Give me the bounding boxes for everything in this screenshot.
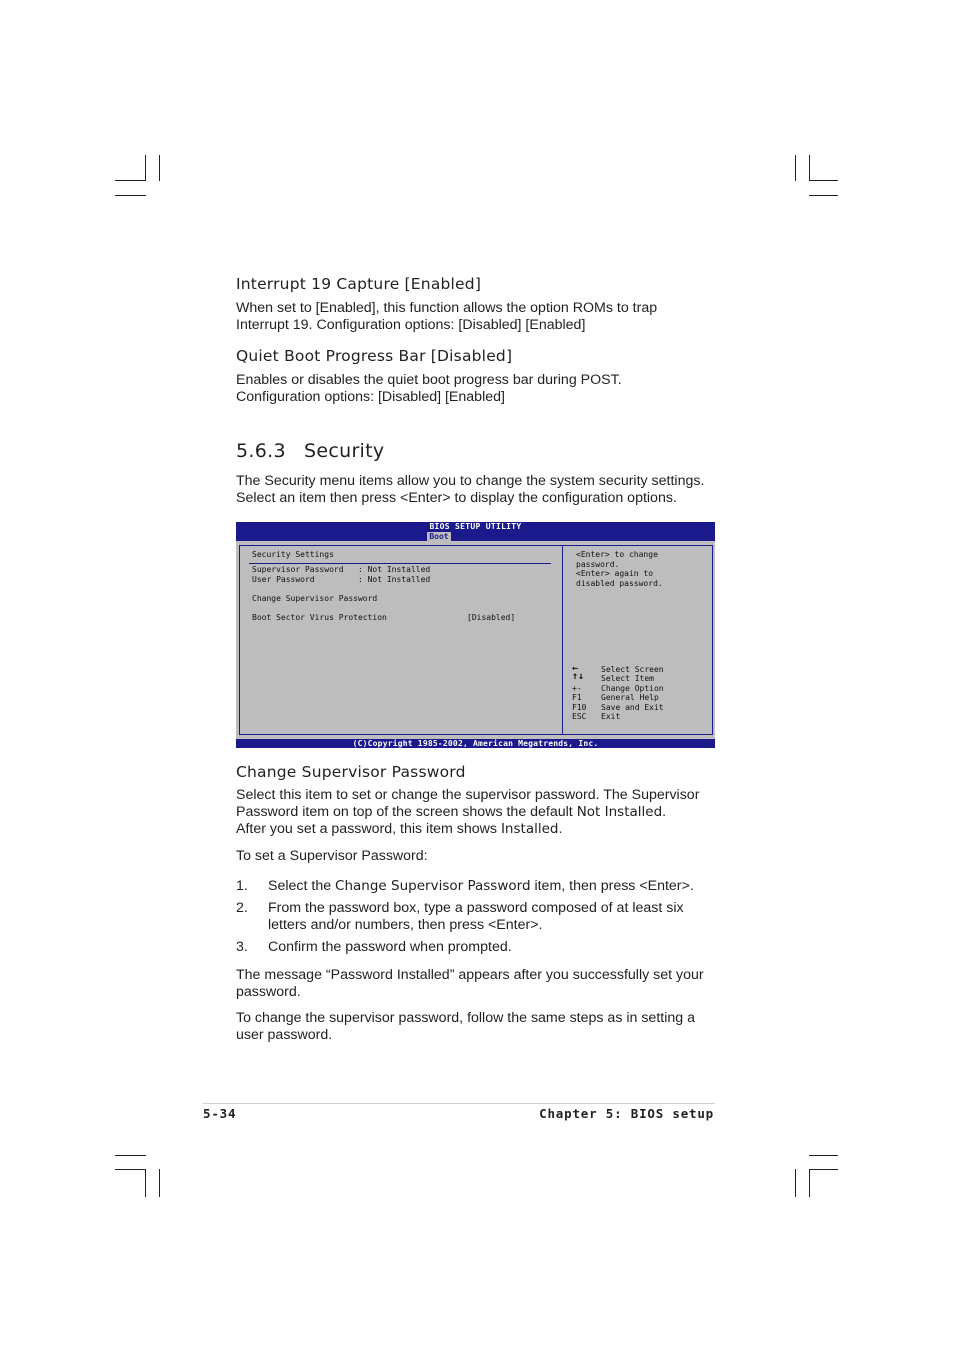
bios-key: ESC (572, 712, 587, 721)
section-title: Security (304, 440, 385, 462)
text-line: Select an item then press <Enter> to display the configuration options. (236, 490, 677, 506)
bios-item-change-supervisor[interactable]: Change Supervisor Password (252, 594, 378, 603)
bios-divider (249, 563, 551, 564)
crop-mark (159, 1169, 160, 1197)
change-supervisor-heading: Change Supervisor Password (236, 763, 466, 781)
crop-mark (115, 1155, 146, 1156)
bios-help-panel (562, 545, 713, 735)
bios-key-desc: Change Option (601, 683, 664, 693)
bios-help-line: <Enter> to change (576, 550, 658, 559)
step-number: 1. (236, 878, 248, 894)
steps-list (236, 878, 726, 961)
bios-help-line: <Enter> again to (576, 569, 654, 578)
text-line (236, 821, 726, 838)
crop-mark (145, 1169, 146, 1197)
bios-item-boot-sector[interactable]: Boot Sector Virus Protection (252, 613, 387, 622)
bios-key: F10 (572, 702, 587, 712)
crop-mark (809, 1169, 810, 1197)
crop-mark (809, 1169, 838, 1170)
quietboot-text (236, 372, 726, 406)
text-line: Select this item to set or change the supervisor password. The Supervisor (236, 787, 700, 803)
text-line: Interrupt 19. Configuration options: [Disabled] [Enabled] (236, 317, 586, 333)
bios-key-desc: Exit (601, 712, 621, 721)
bios-settings-panel (239, 545, 563, 735)
bios-copyright: (C)Copyright 1985-2002, American Megatrends, Inc. (352, 739, 599, 748)
crop-mark (115, 180, 146, 181)
password-installed-note (236, 967, 726, 1001)
text-line: password. (236, 984, 301, 1000)
section-heading (236, 440, 384, 462)
change-supervisor-text (236, 787, 726, 838)
text-run: After you set a password, this item shows (236, 821, 501, 837)
crop-mark (145, 155, 146, 181)
bios-item-user[interactable]: User Password : Not Installed (252, 575, 431, 584)
change-password-note (236, 1010, 726, 1044)
bios-key-desc: Select Item (601, 674, 654, 683)
interrupt19-heading: Interrupt 19 Capture [Enabled] (236, 275, 482, 293)
bios-title: BIOS SETUP UTILITY (429, 522, 522, 531)
text-run: . (662, 804, 667, 820)
section-number: 5.6.3 (236, 440, 286, 462)
chapter-title: Chapter 5: BIOS setup (539, 1106, 714, 1121)
list-item (236, 939, 726, 956)
crop-mark (159, 155, 160, 181)
bios-help-line: disabled password. (576, 578, 663, 588)
bios-key-desc: Select Screen (601, 664, 664, 674)
text-run: Confirm the password when prompted. (268, 939, 512, 955)
step-number: 3. (236, 939, 248, 955)
step-number: 2. (236, 900, 248, 916)
text-line: Configuration options: [Disabled] [Enabled] (236, 389, 505, 405)
bios-key: +- (572, 683, 582, 693)
list-item (236, 900, 726, 934)
keyword-installed: Installed (500, 821, 559, 837)
quietboot-heading: Quiet Boot Progress Bar [Disabled] (236, 347, 513, 365)
bios-section-title: Security Settings (252, 550, 334, 559)
text-line: user password. (236, 1027, 333, 1043)
text-line: The Security menu items allow you to change the system security settings. (236, 473, 705, 489)
text-line: letters and/or numbers, then press <Enter>. (268, 917, 543, 933)
bios-screenshot (236, 522, 715, 748)
crop-mark (809, 180, 838, 181)
text-run: item, then press <Enter>. (530, 878, 694, 894)
text-line: To change the supervisor password, follow the same steps as in setting a (236, 1010, 695, 1026)
text-run: . (558, 821, 563, 837)
page-number: 5-34 (203, 1106, 237, 1121)
text-line: The message “Password Installed” appears after you successfully set your (236, 967, 704, 983)
bios-key-desc: Save and Exit (601, 702, 664, 712)
text-line: To set a Supervisor Password: (236, 848, 428, 864)
text-run: Password item on top of the screen shows the default (236, 804, 577, 820)
text-line (236, 804, 726, 821)
keyword-change-supervisor: Change Supervisor Password (335, 878, 531, 894)
bios-key: F1 (572, 693, 582, 702)
crop-mark (115, 1169, 146, 1170)
bios-key-desc: General Help (601, 693, 659, 702)
crop-mark (115, 195, 146, 196)
text-line: Enables or disables the quiet boot progress bar during POST. (236, 372, 622, 388)
arrow-left-icon: ← (572, 663, 579, 674)
crop-mark (809, 155, 810, 181)
bios-status-bar (236, 739, 715, 748)
crop-mark (795, 1169, 796, 1197)
bios-title-bar (236, 522, 715, 541)
bios-help-line: password. (576, 559, 620, 569)
arrow-up-down-icon: ↑↓ (572, 671, 585, 682)
text-run: Select the (268, 878, 336, 894)
bios-tab-boot[interactable]: Boot (427, 532, 451, 541)
crop-mark (809, 1155, 838, 1156)
set-password-intro (236, 848, 726, 865)
crop-mark (795, 155, 796, 181)
list-item (236, 878, 726, 895)
bios-item-boot-sector-value[interactable]: [Disabled] (467, 613, 516, 622)
crop-mark (809, 195, 838, 196)
keyword-not-installed: Not Installed (576, 804, 663, 820)
footer-divider (203, 1103, 715, 1104)
text-line: From the password box, type a password composed of at least six (268, 900, 684, 916)
interrupt19-text (236, 300, 726, 334)
security-intro (236, 473, 726, 507)
bios-item-supervisor[interactable]: Supervisor Password : Not Installed (252, 565, 431, 574)
text-line: When set to [Enabled], this function allows the option ROMs to trap (236, 300, 658, 316)
